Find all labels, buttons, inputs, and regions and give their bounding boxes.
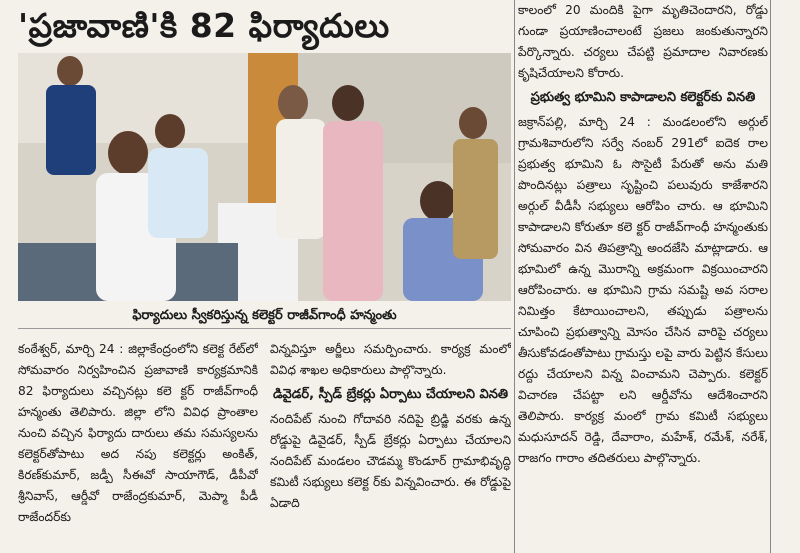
story-paragraph: జక్రాన్‌పల్లి, మార్చి 24 : మండలంలోని అర్గుల్ గ్రామశివారులోని సర్వే నంబర్ 291లో ఐదెక రాల ప్రభుత్వ భూమిని ఓ సొసైటీ పేరుతో అను మతి పొందినట్లు పత్రాలు సృష్టించి పలువురు కాజేశారని అర్గుల్ వీడీసీ సభ్యులు ఆరోపిం చారు. ఆ భూమిని కాపాడాలని కోరుతూ కలె క్టర్ రాజీవ్‌గాంధీ హన్మంతుకు సోమవారం విన తిపత్రాన్ని అందజేసి మాట్లాడారు. ఆ భూమిలో ఉన్న మొరాన్ని అక్రమంగా విక్రయించారని ఆరోపించారు. ఆ భూమిని గ్రామ సమష్టి అవ సరాల నిమిత్తం కేటాయించాలని, తప్పుడు పత్రాలను చూపించి ప్రభుత్వాన్ని మోసం చేసిన వారిపై చర్యలు తీసుకోవడంతోపాటు గ్రామస్తు లపై వారు పెట్టిన కేసులు రద్దు చేయాలని విన్న వించామని చెప్పారు. కలెక్టర్ విచారణ చేపట్టా లని ఆర్డీవోను ఆదేశించారని తెలిపారు. కార్యక్ర మంలో గ్రామ కమిటీ సభ్యులు మధుసూదన్ రెడ్డి, దేవారాం, మహేశ్, రమేశ్, నరేశ్, రాజగం గారాం తదితరులు పాల్గొన్నారు. xyxy=(518,115,768,465)
column-divider xyxy=(514,0,515,553)
story-paragraph: విన్నవిస్తూ అర్జీలు సమర్పించారు. కార్యక్ర మంలో వివిధ శాఖల అధికారులు పాల్గొన్నారు. xyxy=(270,342,511,377)
story-paragraph: నందిపేట్ నుంచి గోదావరి నదిపై బ్రిడ్జి వరకు ఉన్న రోడ్డుపై డివైడర్, స్పీడ్ బ్రేకర్లు ఏర్పాటు చేయాలని నందిపేట్ మండలం చౌడమ్మ కొండూర్ గ్రామాభివృద్ధి కమిటీ సభ్యులు కలెక్ట ర్‌కు విన్నవించారు. ఈ రోడ్డుపై ఏడాది xyxy=(270,412,511,510)
story-paragraph: కంఠేశ్వర్, మార్చి 24 : జిల్లాకేంద్రంలోని కలెక్ట రేట్‌లో సోమవారం నిర్వహించిన ప్రజావాణి కార్యక్రమానికి 82 ఫిర్యాదులు వచ్చినట్లు కలె క్టర్ రాజీవ్‌గాంధీ హన్మంతు తెలిపారు. జిల్లా లోని వివిధ ప్రాంతాల నుంచి వచ్చిన ఫిర్యాదు దారులు తమ సమస్యలను కలెక్టర్‌తోపాటు అద నపు కలెక్టర్లు అంకిత్, కిరణ్‌కుమార్, జడ్పీ సీఈవో సాయాగౌడ్, డీపీవో శ్రీనివాస్, ఆర్డీవో రాజేంద్రకుమార్, మెప్మా పీడీ రాజేందర్‌కు xyxy=(18,342,258,524)
meeting-photo-illustration xyxy=(18,53,511,301)
story-paragraph: కాలంలో 20 మందికి పైగా మృతిచెందారని, రోడ్డు గుండా ప్రయాణించాలంటే ప్రజలు జంకుతున్నారని పేర్కొన్నారు. చర్యలు చేపట్టి ప్రమాదాల నివారణకు కృషిచేయాలని కోరారు. xyxy=(518,3,768,80)
story-column-left xyxy=(18,339,258,551)
story-column-middle xyxy=(270,339,511,551)
photo-caption: ఫిర్యాదులు స్వీకరిస్తున్న కలెక్టర్ రాజీవ్‌గాంధీ హన్మంతు xyxy=(18,304,511,329)
story-column-right xyxy=(518,0,768,553)
cropped-adjacent-column xyxy=(774,0,800,553)
subheading-government-land: ప్రభుత్వ భూమిని కాపాడాలని కలెక్టర్‌కు వినతి xyxy=(530,90,756,105)
news-photo xyxy=(18,53,511,301)
subheading-dividers: డివైడర్, స్పీడ్ బ్రేకర్లు ఏర్పాటు చేయాలని వినతి xyxy=(272,387,509,402)
column-divider xyxy=(770,0,771,553)
headline: 'ప్రజావాణి'కి 82 ఫిర్యాదులు xyxy=(18,6,390,45)
